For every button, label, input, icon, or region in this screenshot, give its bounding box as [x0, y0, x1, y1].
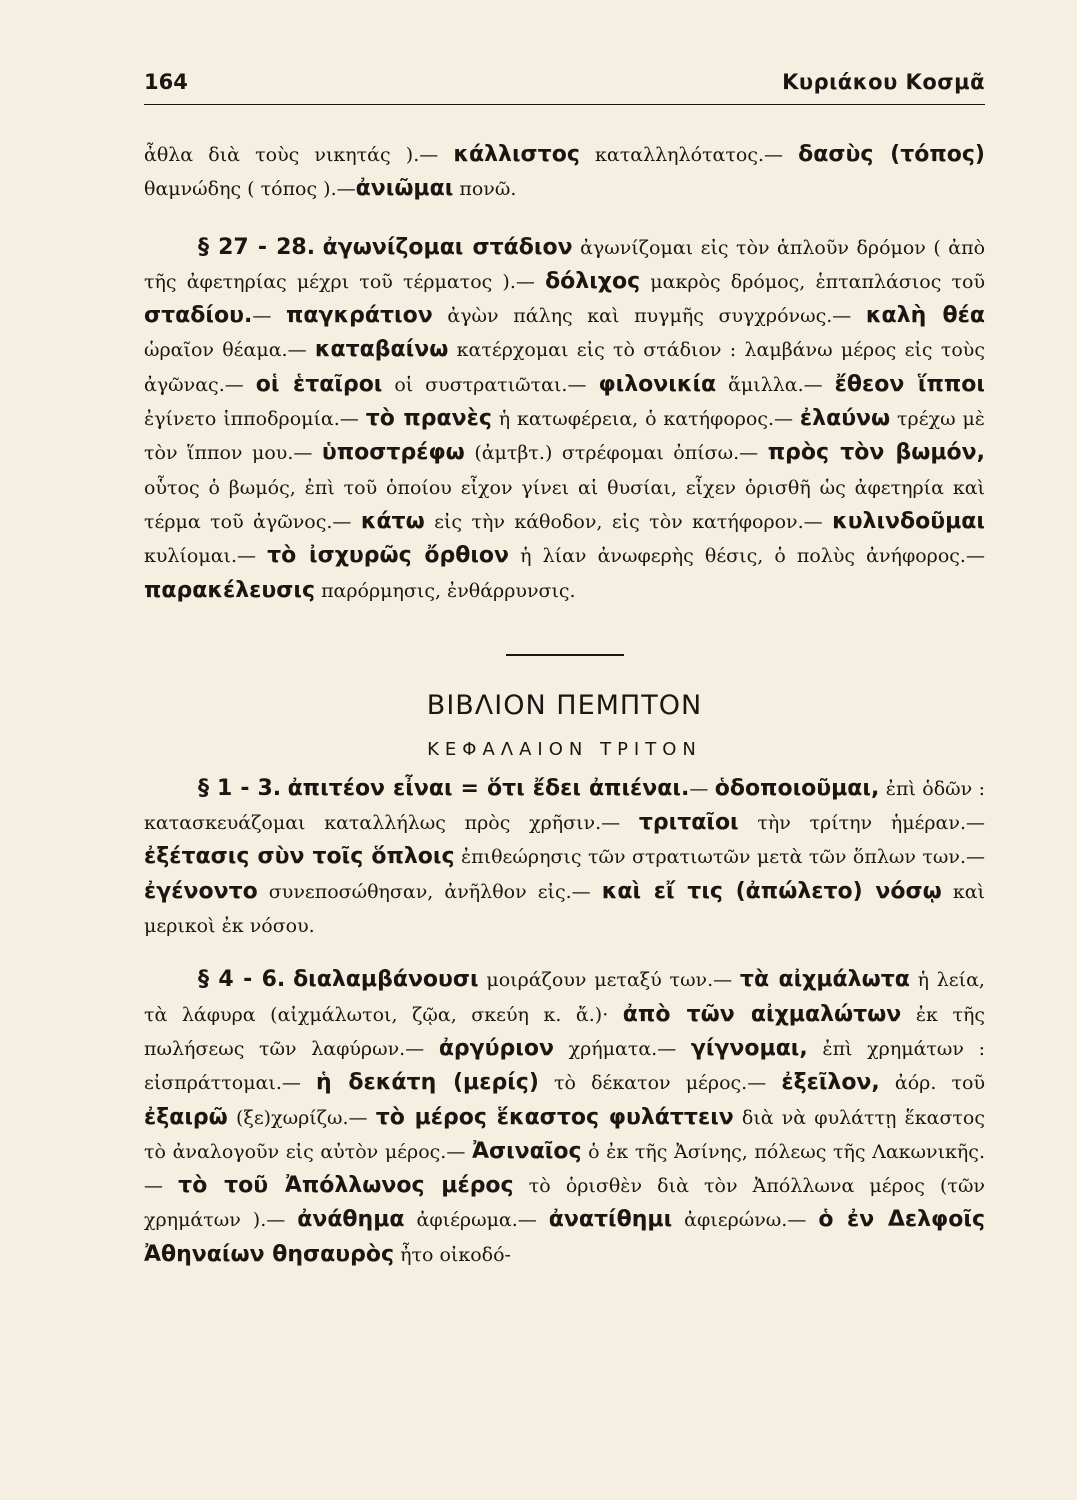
definition-text: ἦτο οἰκοδό- [394, 1243, 511, 1266]
headword: δασὺς (τόπος) [798, 142, 985, 167]
headword: κυλινδοῦμαι [832, 508, 985, 534]
definition-text: εἰς τὴν κάθοδον, εἰς τὸν κατήφορον.— [424, 510, 833, 533]
running-title: Κυριάκου Κοσμᾶ [782, 70, 985, 94]
definition-text: (ἀμτβτ.) στρέφομαι ὀπίσω.— [464, 442, 768, 465]
definition-text: μοιράζουν μεταξύ των.— [478, 969, 740, 992]
definition-text: ἀφιερώνω.— [672, 1209, 819, 1232]
definition-text: ἡ λεία, τὰ λάφυρα (αἰχμάλωτοι, ζῷα, σκεύη κ. ἄ.)· [144, 969, 985, 1026]
headword: ἔθεον ἵπποι [834, 371, 985, 397]
headword: ἐξεῖλον, [781, 1070, 880, 1096]
headword: τὸ τοῦ Ἀπόλλωνος μέρος [178, 1173, 514, 1199]
definition-text: μακρὸς δρόμος, ἑπταπλάσιος τοῦ [640, 270, 985, 293]
glossary-section-top [144, 138, 985, 608]
headword: τὸ πρανὲς [365, 406, 492, 432]
definition-text: συνεποσώθησαν, ἀνῆλθον εἰς.— [257, 880, 602, 903]
definition-text: κατέρχομαι εἰς τὸ στάδιον : λαμβάνω μέρος εἰς τοὺς ἀγῶνας.— [144, 339, 985, 396]
definition-text: ἡ λίαν ἀνωφερὴς θέσις, ὁ πολὺς ἀνήφορος.— [509, 545, 985, 568]
headword: ἀνιῶμαι [355, 176, 454, 202]
definition-text: ἐπὶ ὁδῶν : κατασκευάζομαι καταλλήλως πρὸς χρῆσιν.— [144, 777, 986, 835]
definition-text: ἐπιθεώρησις τῶν στρατιωτῶν μετὰ τῶν ὅπλων των.— [454, 846, 985, 869]
headword: ἀπιτέον εἶναι = ὅτι ἔδει ἀπιέναι. [287, 775, 690, 801]
glossary-section-bottom [144, 772, 985, 1272]
section-number: § 4 - 6. [198, 967, 286, 993]
headword: ἀγωνίζομαι στάδιον [322, 234, 573, 260]
definition-text: κυλίομαι.— [144, 545, 268, 568]
headword: παγκράτιον [285, 303, 433, 329]
chapter-title: ΚΕΦΑΛΑΙΟΝ ΤΡΙΤΟΝ [427, 738, 702, 760]
definition-text: καταλληλότατος.— [579, 144, 799, 166]
definition-text: ὡραῖον θέαμα.— [144, 339, 315, 362]
headword: ἀνατίθημι [548, 1207, 673, 1233]
headword: φιλονικία [598, 371, 717, 397]
definition-text: θαμνώδης ( τόπος ).— [144, 178, 356, 201]
glossary-paragraph [144, 963, 985, 1272]
headword: ἀπὸ τῶν αἰχμαλώτων [622, 1001, 902, 1027]
headword: ὑποστρέφω [321, 440, 465, 466]
headword: τὸ ἰσχυρῶς ὄρθιον [267, 543, 510, 569]
definition-text: ἅμιλλα.— [716, 373, 835, 396]
definition-text: οὗτος ὁ βωμός, ἐπὶ τοῦ ὁποίου εἶχον γίνει αἱ θυσίαι, εἶχεν ὁρισθῆ ὡς ἀφετηρία καὶ τέρμα τοῦ ἀγῶνος.— [144, 476, 985, 533]
definition-text: ἀόρ. τοῦ [879, 1072, 986, 1095]
headword: ἀνάθημα [297, 1207, 405, 1233]
headword: καταβαίνω [314, 337, 449, 363]
definition-text: χρήματα.— [553, 1037, 691, 1060]
definition-text: ἆθλα διὰ τοὺς νικητάς ).— [144, 144, 454, 166]
page-header [144, 70, 985, 94]
definition-text: καὶ μερικοὶ ἐκ νόσου. [144, 880, 985, 938]
headword: καὶ εἴ τις (ἀπώλετο) νόσῳ [601, 878, 942, 904]
headword: σταδίου. [144, 303, 253, 329]
definition-text: ἡ κατωφέρεια, ὁ κατήφορος.— [491, 408, 800, 431]
definition-text: ἐκ τῆς πωλήσεως τῶν λαφύρων.— [144, 1003, 986, 1060]
book-title: ΒΙΒΛΙΟΝ ΠΕΜΠΤΟΝ [426, 689, 703, 721]
headword: ἐξέτασις σὺν τοῖς ὅπλοις [144, 844, 455, 870]
definition-text: τὸ ὁρισθὲν διὰ τὸν Ἀπόλλωνα μέρος (τῶν χρημάτων ).— [144, 1175, 985, 1232]
glossary-paragraph [144, 138, 985, 207]
definition-text: ἐγίνετο ἱπποδρομία.— [144, 408, 366, 431]
headword: παρακέλευσις [144, 577, 316, 603]
headword: κάτω [360, 508, 425, 534]
definition-text: — [252, 305, 286, 328]
definition-text: ἀγὼν πάλης καὶ πυγμῆς συγχρόνως.— [432, 305, 866, 328]
definition-text: τὴν τρίτην ἡμέραν.— [738, 812, 985, 835]
headword: ὁ ἐν Δελφοῖς Ἀθηναίων θησαυρὸς [144, 1207, 985, 1267]
page-number: 164 [144, 70, 188, 94]
definition-text: οἱ συστρατιῶται.— [382, 373, 599, 396]
definition-text [285, 969, 293, 991]
headword: ἀργύριον [438, 1035, 554, 1061]
headword: ἐλαύνω [799, 406, 891, 432]
definition-text: — [689, 777, 715, 800]
headword: διαλαμβάνουσι [293, 967, 479, 993]
headword: πρὸς τὸν βωμόν, [767, 440, 986, 466]
glossary-paragraph [144, 772, 985, 943]
definition-text: πονῶ. [453, 178, 517, 201]
headword: καλὴ θέα [865, 303, 986, 329]
headword: ὁδοποιοῦμαι, [714, 775, 880, 801]
section-number: § 1 - 3. [198, 775, 282, 801]
headword: τὸ μέρος ἕκαστος φυλάττειν [375, 1104, 734, 1130]
headword: ἐγένοντο [144, 878, 258, 904]
header-rule [144, 104, 985, 105]
headword: Ἀσιναῖος [471, 1138, 582, 1164]
definition-text [315, 237, 323, 259]
glossary-paragraph [144, 231, 985, 608]
definition-text: ἀγωνίζομαι εἰς τὸν ἁπλοῦν δρόμον ( ἀπὸ τῆς ἀφετηρίας μέχρι τοῦ τέρματος ).— [144, 236, 986, 293]
headword: τὰ αἰχμάλωτα [739, 967, 910, 993]
definition-text: ἀφιέρωμα.— [404, 1209, 549, 1232]
definition-text: τὸ δέκατον μέρος.— [538, 1072, 782, 1095]
definition-text: ἐπὶ χρημάτων : εἰσπράττομαι.— [144, 1037, 985, 1095]
section-divider [506, 654, 624, 656]
definition-text: (ξε)χωρίζω.— [227, 1106, 376, 1129]
headword: ἐξαιρῶ [144, 1104, 228, 1130]
headword: γίγνομαι, [690, 1035, 808, 1061]
headword: ἡ δεκάτη (μερίς) [316, 1070, 539, 1096]
definition-text: τρέχω μὲ τὸν ἵππον μου.— [144, 408, 986, 465]
headword: τριταῖοι [638, 810, 739, 836]
definition-text: παρόρμησις, ἐνθάρρυνσις. [315, 579, 576, 602]
page-body [144, 138, 985, 1272]
headword: οἱ ἑταῖροι [255, 371, 383, 397]
headword: δόλιχος [545, 268, 641, 294]
definition-text: διὰ νὰ φυλάττῃ ἕκαστος τὸ ἀναλογοῦν εἰς αὐτὸν μέρος.— [144, 1106, 986, 1163]
headword: κάλλιστος [453, 142, 580, 167]
section-number: § 27 - 28. [198, 234, 316, 260]
definition-text: ὁ ἐκ τῆς Ἀσίνης, πόλεως τῆς Λακωνικῆς.— [144, 1140, 985, 1198]
